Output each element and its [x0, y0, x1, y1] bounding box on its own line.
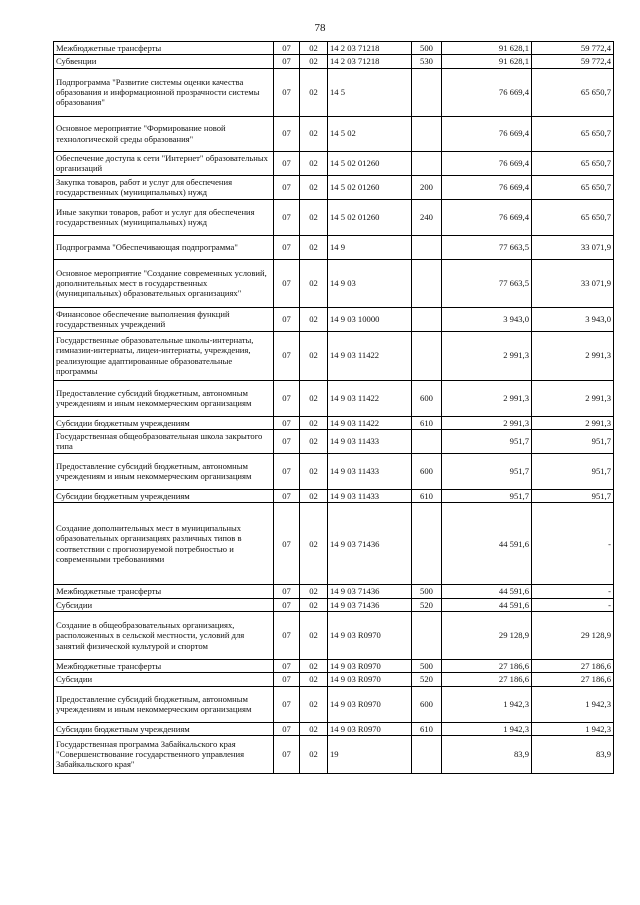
row-amount-1: 951,7: [442, 489, 532, 502]
row-expense-type: [412, 116, 442, 151]
row-section-code: 07: [274, 175, 300, 199]
row-expense-type: 520: [412, 673, 442, 686]
row-description: Предоставление субсидий бюджетным, автономным учреждениям и иным некоммерческим организациям: [54, 453, 274, 489]
row-amount-2: 27 186,6: [532, 659, 614, 672]
row-target-article: 14 9 03 11422: [328, 331, 412, 380]
row-target-article: 14 9 03 R0970: [328, 673, 412, 686]
row-amount-1: 3 943,0: [442, 307, 532, 331]
row-amount-2: 59 772,4: [532, 42, 614, 55]
row-section-code: 07: [274, 611, 300, 659]
table-row: [54, 686, 614, 722]
table-row: [54, 416, 614, 429]
row-expense-type: [412, 235, 442, 259]
row-section-code: 07: [274, 686, 300, 722]
row-target-article: 14 9 03: [328, 259, 412, 307]
row-amount-1: 83,9: [442, 735, 532, 773]
row-subsection-code: 02: [300, 489, 328, 502]
row-amount-1: 91 628,1: [442, 42, 532, 55]
row-amount-2: 29 128,9: [532, 611, 614, 659]
row-amount-2: -: [532, 598, 614, 611]
row-subsection-code: 02: [300, 151, 328, 175]
table-row: [54, 307, 614, 331]
row-amount-1: 44 591,6: [442, 598, 532, 611]
row-amount-2: 59 772,4: [532, 55, 614, 68]
row-amount-2: 83,9: [532, 735, 614, 773]
row-subsection-code: 02: [300, 659, 328, 672]
row-subsection-code: 02: [300, 42, 328, 55]
row-subsection-code: 02: [300, 55, 328, 68]
row-expense-type: [412, 259, 442, 307]
row-expense-type: 530: [412, 55, 442, 68]
row-description: Подпрограмма "Развитие системы оценки качества образования и информационной прозрачности системы образования": [54, 68, 274, 116]
row-amount-1: 27 186,6: [442, 659, 532, 672]
row-target-article: 14 2 03 71218: [328, 42, 412, 55]
row-description: Субсидии бюджетным учреждениям: [54, 722, 274, 735]
row-amount-1: 2 991,3: [442, 331, 532, 380]
row-subsection-code: 02: [300, 331, 328, 380]
table-row: [54, 659, 614, 672]
row-subsection-code: 02: [300, 585, 328, 598]
row-expense-type: 600: [412, 453, 442, 489]
row-section-code: 07: [274, 503, 300, 585]
table-row: [54, 673, 614, 686]
row-target-article: 14 5 02 01260: [328, 175, 412, 199]
row-expense-type: [412, 611, 442, 659]
row-expense-type: 500: [412, 659, 442, 672]
row-expense-type: 500: [412, 42, 442, 55]
row-amount-2: 65 650,7: [532, 199, 614, 235]
row-amount-2: 65 650,7: [532, 175, 614, 199]
row-expense-type: 600: [412, 686, 442, 722]
table-row: [54, 735, 614, 773]
row-target-article: 14 2 03 71218: [328, 55, 412, 68]
row-amount-1: 44 591,6: [442, 585, 532, 598]
row-target-article: 14 9 03 R0970: [328, 611, 412, 659]
table-row: [54, 598, 614, 611]
row-amount-1: 951,7: [442, 453, 532, 489]
budget-table: [53, 41, 614, 774]
row-amount-2: -: [532, 503, 614, 585]
table-row: [54, 55, 614, 68]
row-description: Иные закупки товаров, работ и услуг для обеспечения государственных (муниципальных) нужд: [54, 199, 274, 235]
row-section-code: 07: [274, 659, 300, 672]
row-amount-1: 77 663,5: [442, 259, 532, 307]
row-subsection-code: 02: [300, 453, 328, 489]
row-section-code: 07: [274, 735, 300, 773]
row-subsection-code: 02: [300, 686, 328, 722]
row-target-article: 14 9 03 R0970: [328, 686, 412, 722]
row-description: Субсидии бюджетным учреждениям: [54, 489, 274, 502]
row-amount-1: 76 669,4: [442, 151, 532, 175]
row-amount-2: 951,7: [532, 429, 614, 453]
row-description: Предоставление субсидий бюджетным, автономным учреждениям и иным некоммерческим организациям: [54, 380, 274, 416]
row-amount-2: 65 650,7: [532, 68, 614, 116]
row-subsection-code: 02: [300, 380, 328, 416]
row-amount-2: 1 942,3: [532, 686, 614, 722]
row-amount-2: 951,7: [532, 489, 614, 502]
row-section-code: 07: [274, 722, 300, 735]
row-description: Субсидии: [54, 598, 274, 611]
row-target-article: 14 9 03 10000: [328, 307, 412, 331]
row-subsection-code: 02: [300, 175, 328, 199]
row-subsection-code: 02: [300, 116, 328, 151]
row-section-code: 07: [274, 42, 300, 55]
row-description: Субвенции: [54, 55, 274, 68]
row-amount-1: 2 991,3: [442, 416, 532, 429]
row-amount-1: 76 669,4: [442, 116, 532, 151]
row-target-article: 19: [328, 735, 412, 773]
table-row: [54, 380, 614, 416]
row-expense-type: 500: [412, 585, 442, 598]
row-section-code: 07: [274, 259, 300, 307]
row-section-code: 07: [274, 307, 300, 331]
table-row: [54, 611, 614, 659]
row-target-article: 14 9 03 11422: [328, 380, 412, 416]
row-section-code: 07: [274, 489, 300, 502]
row-target-article: 14 5 02 01260: [328, 151, 412, 175]
row-amount-2: 2 991,3: [532, 416, 614, 429]
row-subsection-code: 02: [300, 68, 328, 116]
table-row: [54, 259, 614, 307]
row-amount-1: 91 628,1: [442, 55, 532, 68]
row-target-article: 14 9 03 71436: [328, 503, 412, 585]
row-expense-type: [412, 331, 442, 380]
row-section-code: 07: [274, 673, 300, 686]
row-amount-2: 951,7: [532, 453, 614, 489]
row-subsection-code: 02: [300, 416, 328, 429]
row-amount-1: 76 669,4: [442, 175, 532, 199]
row-section-code: 07: [274, 380, 300, 416]
row-subsection-code: 02: [300, 307, 328, 331]
row-target-article: 14 9 03 71436: [328, 598, 412, 611]
table-row: [54, 235, 614, 259]
row-subsection-code: 02: [300, 611, 328, 659]
row-description: Создание дополнительных мест в муниципальных образовательных организациях различных типов в соответствии с прогнозируемой потребностью и современными требованиями: [54, 503, 274, 585]
row-amount-2: 33 071,9: [532, 259, 614, 307]
row-description: Субсидии: [54, 673, 274, 686]
table-row: [54, 331, 614, 380]
row-section-code: 07: [274, 151, 300, 175]
row-target-article: 14 9 03 11433: [328, 429, 412, 453]
row-section-code: 07: [274, 235, 300, 259]
table-row: [54, 116, 614, 151]
row-expense-type: [412, 735, 442, 773]
row-amount-2: 3 943,0: [532, 307, 614, 331]
row-expense-type: [412, 68, 442, 116]
row-description: Финансовое обеспечение выполнения функций государственных учреждений: [54, 307, 274, 331]
row-description: Основное мероприятие "Формирование новой технологической среды образования": [54, 116, 274, 151]
row-subsection-code: 02: [300, 503, 328, 585]
row-description: Государственные образовательные школы-интернаты, гимназии-интернаты, лицеи-интернаты, учреждения, реализующие адаптированные образовательные программы: [54, 331, 274, 380]
table-row: [54, 175, 614, 199]
table-row: [54, 429, 614, 453]
row-description: Межбюджетные трансферты: [54, 585, 274, 598]
row-description: Государственная программа Забайкальского края "Совершенствование государственного управления Забайкальского края": [54, 735, 274, 773]
table-row: [54, 68, 614, 116]
row-amount-1: 44 591,6: [442, 503, 532, 585]
row-subsection-code: 02: [300, 735, 328, 773]
row-description: Государственная общеобразовательная школа закрытого типа: [54, 429, 274, 453]
table-row: [54, 503, 614, 585]
row-section-code: 07: [274, 55, 300, 68]
row-target-article: 14 9 03 11433: [328, 489, 412, 502]
row-subsection-code: 02: [300, 673, 328, 686]
page-number: 78: [314, 22, 326, 34]
row-section-code: 07: [274, 331, 300, 380]
row-amount-2: 65 650,7: [532, 116, 614, 151]
row-expense-type: [412, 429, 442, 453]
row-amount-2: 1 942,3: [532, 722, 614, 735]
row-subsection-code: 02: [300, 598, 328, 611]
row-amount-1: 77 663,5: [442, 235, 532, 259]
row-expense-type: 610: [412, 416, 442, 429]
row-section-code: 07: [274, 598, 300, 611]
row-section-code: 07: [274, 416, 300, 429]
row-amount-1: 76 669,4: [442, 68, 532, 116]
row-amount-1: 2 991,3: [442, 380, 532, 416]
row-description: Создание в общеобразовательных организациях, расположенных в сельской местности, условий для занятий физической культурой и спортом: [54, 611, 274, 659]
table-row: [54, 489, 614, 502]
row-expense-type: 520: [412, 598, 442, 611]
row-section-code: 07: [274, 116, 300, 151]
row-description: Субсидии бюджетным учреждениям: [54, 416, 274, 429]
row-expense-type: [412, 151, 442, 175]
row-description: Закупка товаров, работ и услуг для обеспечения государственных (муниципальных) нужд: [54, 175, 274, 199]
row-amount-1: 76 669,4: [442, 199, 532, 235]
row-description: Подпрограмма "Обеспечивающая подпрограмма": [54, 235, 274, 259]
table-row: [54, 585, 614, 598]
row-section-code: 07: [274, 199, 300, 235]
row-section-code: 07: [274, 429, 300, 453]
row-expense-type: [412, 503, 442, 585]
row-section-code: 07: [274, 453, 300, 489]
table-row: [54, 199, 614, 235]
row-amount-1: 29 128,9: [442, 611, 532, 659]
row-subsection-code: 02: [300, 259, 328, 307]
row-amount-1: 1 942,3: [442, 686, 532, 722]
row-description: Обеспечение доступа к сети "Интернет" образовательных организаций: [54, 151, 274, 175]
table-row: [54, 453, 614, 489]
row-subsection-code: 02: [300, 722, 328, 735]
row-expense-type: 240: [412, 199, 442, 235]
row-subsection-code: 02: [300, 429, 328, 453]
row-expense-type: 610: [412, 489, 442, 502]
row-amount-1: 1 942,3: [442, 722, 532, 735]
row-target-article: 14 9 03 R0970: [328, 722, 412, 735]
row-target-article: 14 9 03 71436: [328, 585, 412, 598]
row-target-article: 14 9 03 11422: [328, 416, 412, 429]
row-target-article: 14 5: [328, 68, 412, 116]
row-target-article: 14 5 02: [328, 116, 412, 151]
row-target-article: 14 9 03 R0970: [328, 659, 412, 672]
row-expense-type: [412, 307, 442, 331]
row-description: Межбюджетные трансферты: [54, 659, 274, 672]
row-expense-type: 600: [412, 380, 442, 416]
table-row: [54, 42, 614, 55]
row-amount-1: 27 186,6: [442, 673, 532, 686]
row-amount-1: 951,7: [442, 429, 532, 453]
row-section-code: 07: [274, 68, 300, 116]
row-target-article: 14 9: [328, 235, 412, 259]
row-description: Межбюджетные трансферты: [54, 42, 274, 55]
table-row: [54, 722, 614, 735]
row-expense-type: 610: [412, 722, 442, 735]
row-description: Основное мероприятие "Создание современных условий, дополнительных мест в государственных (муниципальных) образовательных организациях": [54, 259, 274, 307]
row-amount-2: 2 991,3: [532, 331, 614, 380]
row-subsection-code: 02: [300, 235, 328, 259]
row-amount-2: 65 650,7: [532, 151, 614, 175]
row-target-article: 14 5 02 01260: [328, 199, 412, 235]
row-target-article: 14 9 03 11433: [328, 453, 412, 489]
table-row: [54, 151, 614, 175]
row-section-code: 07: [274, 585, 300, 598]
row-subsection-code: 02: [300, 199, 328, 235]
row-amount-2: 2 991,3: [532, 380, 614, 416]
row-expense-type: 200: [412, 175, 442, 199]
row-amount-2: 33 071,9: [532, 235, 614, 259]
row-amount-2: -: [532, 585, 614, 598]
row-amount-2: 27 186,6: [532, 673, 614, 686]
row-description: Предоставление субсидий бюджетным, автономным учреждениям и иным некоммерческим организациям: [54, 686, 274, 722]
